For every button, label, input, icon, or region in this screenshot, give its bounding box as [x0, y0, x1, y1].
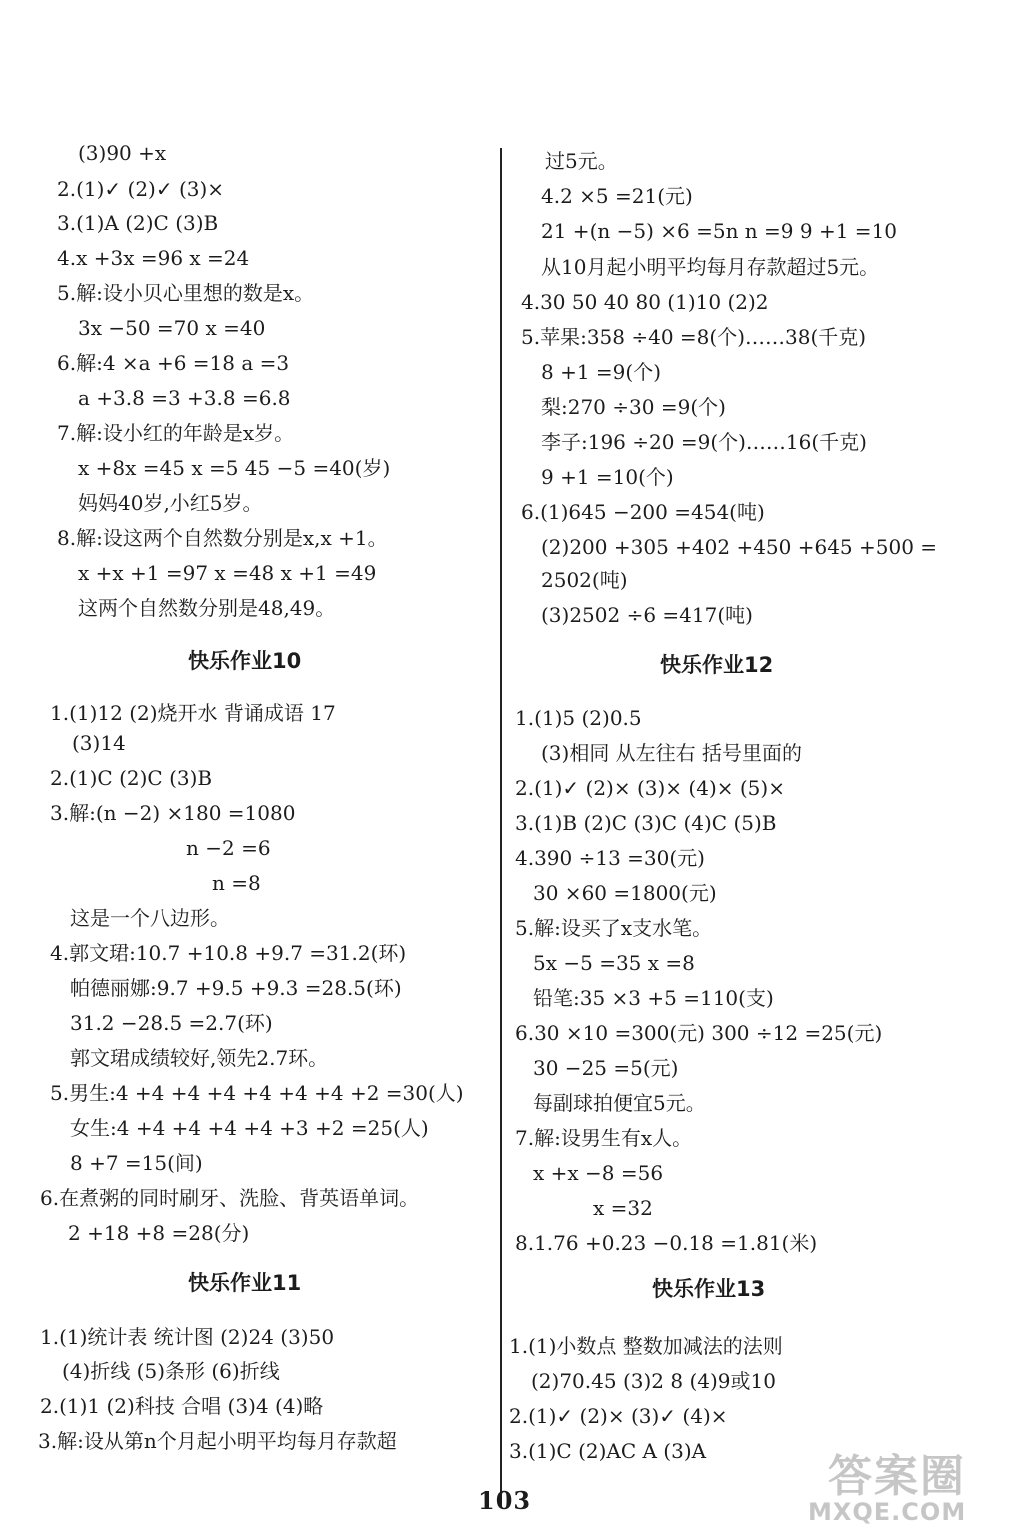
left-line: 4.郭文珺:10.7 +10.8 +9.7 =31.2(环): [50, 941, 407, 965]
right-line: 6.30 ×10 =300(元) 300 ÷12 =25(元): [515, 1021, 883, 1045]
left-line: 3.解:(n −2) ×180 =1080: [50, 801, 296, 825]
right-line: (2)200 +305 +402 +450 +645 +500 =: [541, 535, 938, 559]
right-line: 21 +(n −5) ×6 =5n n =9 9 +1 =10: [541, 219, 898, 243]
left-line: x +8x =45 x =5 45 −5 =40(岁): [78, 456, 391, 480]
left-line: 7.解:设小红的年龄是x岁。: [57, 421, 295, 445]
right-line: 梨:270 ÷30 =9(个): [541, 395, 726, 419]
left-line: 6.在煮粥的同时刷牙、洗脸、背英语单词。: [40, 1186, 420, 1210]
section-heading-12: 快乐作业12: [660, 653, 774, 677]
left-line: a +3.8 =3 +3.8 =6.8: [78, 386, 291, 410]
left-line: (3)90 +x: [78, 141, 167, 165]
left-line: 郭文珺成绩较好,领先2.7环。: [70, 1046, 329, 1070]
left-line: 31.2 −28.5 =2.7(环): [70, 1011, 273, 1035]
left-line: 8.解:设这两个自然数分别是x,x +1。: [57, 526, 388, 550]
left-line: n −2 =6: [186, 836, 271, 860]
right-line: 7.解:设男生有x人。: [515, 1126, 693, 1150]
right-line: 2502(吨): [541, 568, 628, 592]
right-line: 5.苹果:358 ÷40 =8(个)……38(千克): [521, 325, 867, 349]
right-line: 李子:196 ÷20 =9(个)……16(千克): [541, 430, 867, 454]
left-line: 3x −50 =70 x =40: [78, 316, 266, 340]
right-line: (2)70.45 (3)2 8 (4)9或10: [531, 1369, 776, 1393]
right-line: x +x −8 =56: [533, 1161, 664, 1185]
left-line: 2.(1)C (2)C (3)B: [50, 766, 213, 790]
left-line: 8 +7 =15(间): [70, 1151, 203, 1175]
left-line: 帕德丽娜:9.7 +9.5 +9.3 =28.5(环): [70, 976, 402, 1000]
right-line: 4.390 ÷13 =30(元): [515, 846, 705, 870]
left-line: (4)折线 (5)条形 (6)折线: [62, 1359, 280, 1383]
left-line: 1.(1)统计表 统计图 (2)24 (3)50: [40, 1325, 335, 1349]
left-line: 4.x +3x =96 x =24: [57, 246, 250, 270]
left-line: 6.解:4 ×a +6 =18 a =3: [57, 351, 290, 375]
left-line: 女生:4 +4 +4 +4 +4 +3 +2 =25(人): [70, 1116, 429, 1140]
right-line: 从10月起小明平均每月存款超过5元。: [541, 255, 880, 279]
right-line: 9 +1 =10(个): [541, 465, 674, 489]
right-line: 3.(1)C (2)AC A (3)A: [509, 1439, 707, 1463]
right-line: x =32: [593, 1196, 653, 1220]
section-heading-10: 快乐作业10: [188, 649, 302, 673]
right-line: 过5元。: [545, 149, 618, 173]
left-line: 妈妈40岁,小红5岁。: [78, 491, 263, 515]
page-number: 103: [478, 1486, 532, 1515]
column-divider: [500, 148, 502, 1508]
right-line: 1.(1)小数点 整数加减法的法则: [509, 1334, 783, 1358]
left-line: 2.(1)1 (2)科技 合唱 (3)4 (4)略: [40, 1394, 324, 1418]
right-line: 3.(1)B (2)C (3)C (4)C (5)B: [515, 811, 777, 835]
left-line: 2.(1)✓ (2)✓ (3)×: [57, 177, 225, 201]
left-line: 3.解:设从第n个月起小明平均每月存款超: [38, 1429, 397, 1453]
right-line: 5x −5 =35 x =8: [533, 951, 695, 975]
left-line: 5.男生:4 +4 +4 +4 +4 +4 +4 +2 =30(人): [50, 1081, 464, 1105]
right-line: 铅笔:35 ×3 +5 =110(支): [533, 986, 774, 1010]
left-line: x +x +1 =97 x =48 x +1 =49: [78, 561, 377, 585]
watermark-logo: 答案圈: [828, 1451, 966, 1502]
left-line: (3)14: [72, 731, 126, 755]
right-line: 4.30 50 40 80 (1)10 (2)2: [521, 290, 769, 314]
right-line: 每副球拍便宜5元。: [533, 1091, 706, 1115]
left-line: n =8: [212, 871, 261, 895]
left-line: 这是一个八边形。: [70, 906, 230, 930]
right-line: 30 −25 =5(元): [533, 1056, 679, 1080]
right-line: 2.(1)✓ (2)× (3)✓ (4)×: [509, 1404, 728, 1428]
left-line: 2 +18 +8 =28(分): [68, 1221, 250, 1245]
right-line: 8 +1 =9(个): [541, 360, 662, 384]
right-line: (3)相同 从左往右 括号里面的: [541, 741, 803, 765]
left-line: 5.解:设小贝心里想的数是x。: [57, 281, 315, 305]
watermark-url: MXQE.COM: [808, 1498, 967, 1526]
section-heading-11: 快乐作业11: [188, 1271, 302, 1295]
right-line: 6.(1)645 −200 =454(吨): [521, 500, 765, 524]
right-line: 1.(1)5 (2)0.5: [515, 706, 642, 730]
left-line: 1.(1)12 (2)烧开水 背诵成语 17: [50, 701, 336, 725]
watermark: [808, 1440, 1003, 1530]
right-line: 5.解:设买了x支水笔。: [515, 916, 713, 940]
left-line: 3.(1)A (2)C (3)B: [57, 211, 219, 235]
right-line: 2.(1)✓ (2)× (3)× (4)× (5)×: [515, 776, 785, 800]
right-line: (3)2502 ÷6 =417(吨): [541, 603, 753, 627]
right-line: 8.1.76 +0.23 −0.18 =1.81(米): [515, 1231, 818, 1255]
right-line: 4.2 ×5 =21(元): [541, 184, 693, 208]
section-heading-13: 快乐作业13: [652, 1277, 766, 1301]
left-line: 这两个自然数分别是48,49。: [78, 596, 336, 620]
right-line: 30 ×60 =1800(元): [533, 881, 717, 905]
